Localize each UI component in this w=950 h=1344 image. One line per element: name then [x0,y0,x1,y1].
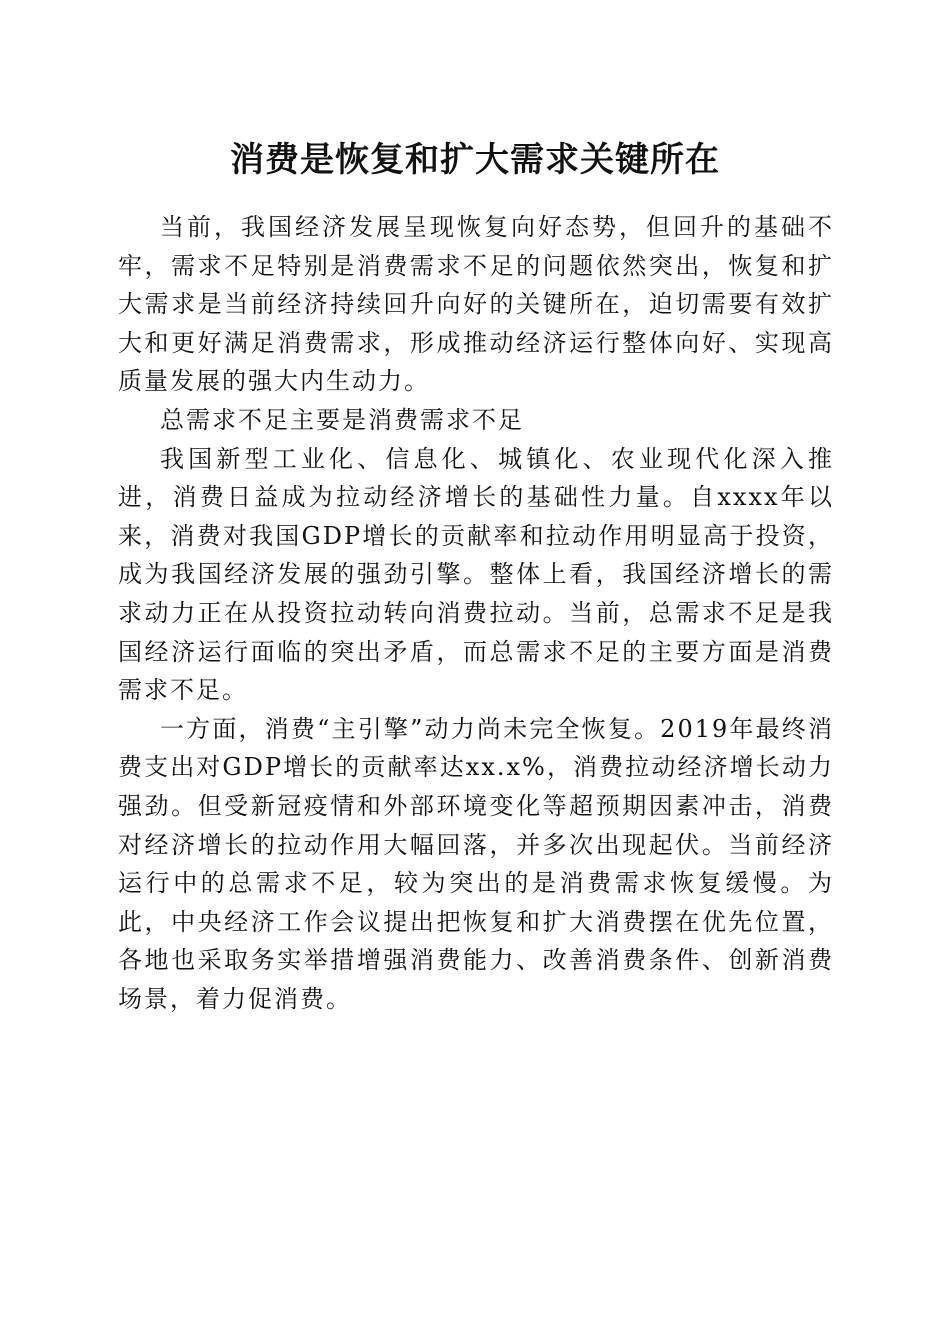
document-body [118,208,834,1018]
paragraph-intro: 当前，我国经济发展呈现恢复向好态势，但回升的基础不牢，需求不足特别是消费需求不足的问题依然突出，恢复和扩大需求是当前经济持续回升向好的关键所在，迫切需要有效扩大和更好满足消费需求，形成推动经济运行整体向好、实现高质量发展的强大内生动力。 [118,213,834,396]
document-title: 消费是恢复和扩大需求关键所在 [230,140,720,180]
paragraph-engine-recovery: 一方面，消费“主引擎”动力尚未完全恢复。2019年最终消费支出对GDP增长的贡献率达xx.x%，消费拉动经济增长动力强劲。但受新冠疫情和外部环境变化等超预期因素冲击，消费对经济增长的拉动作用大幅回落，并多次出现起伏。当前经济运行中的总需求不足，较为突出的是消费需求恢复缓慢。为此，中央经济工作会议提出把恢复和扩大消费摆在优先位置，各地也采取务实举措增强消费能力、改善消费条件、创新消费场景，着力促消费。 [118,714,834,1013]
paragraph-consumption-role: 我国新型工业化、信息化、城镇化、农业现代化深入推进，消费日益成为拉动经济增长的基础性力量。自xxxx年以来，消费对我国GDP增长的贡献率和拉动作用明显高于投资，成为我国经济发展的强劲引擎。整体上看，我国经济增长的需求动力正在从投资拉动转向消费拉动。当前，总需求不足是我国经济运行面临的突出矛盾，而总需求不足的主要方面是消费需求不足。 [118,444,834,705]
section-heading: 总需求不足主要是消费需求不足 [160,405,524,434]
